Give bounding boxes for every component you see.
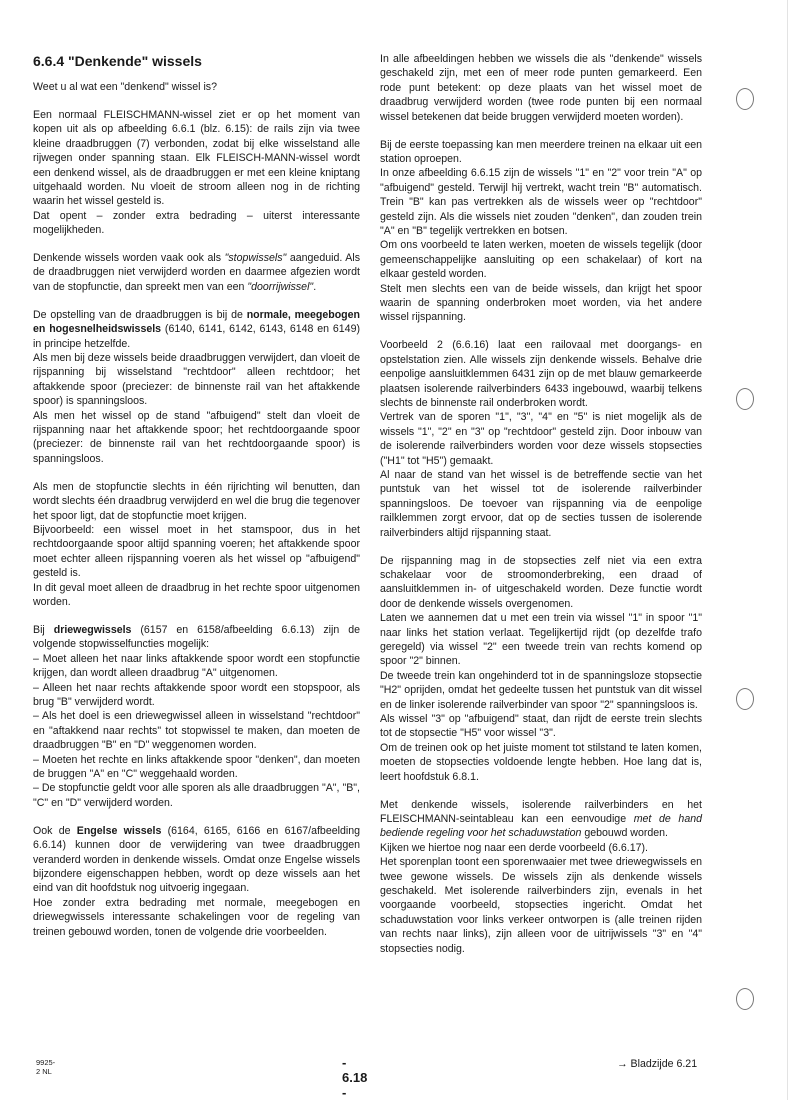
paragraph-text: Kijken we hiertoe nog naar een derde voorbeeld (6.6.17). (380, 841, 648, 854)
paragraph-een-rijrichting (33, 480, 360, 610)
list-item: – Als het doel is een driewegwissel alleen in wisselstand "rechtdoor" en "aftakkend naar rechts" tot stopwissel te maken, dan moeten de draadbruggen "B" en "D" weggenomen worden. (33, 710, 360, 752)
paragraph-text: (6140, 6141, 6142, 6143, 6148 en 6149) in principe hetzelfde. (33, 323, 360, 350)
paragraph-text: Als men de stopfunctie slechts in één rijrichting wil benutten, dan wordt slechts één draadbrug verwijderd en wel die brug die tegenover het spoor ligt, dat de stopfunctie moet krijgen. (33, 480, 360, 522)
paragraph-fleischmann-wissel (33, 108, 360, 238)
emphasis-text: met de hand bediende regeling voor het schaduwstation (380, 812, 702, 840)
page-number: - 6.18 - (342, 1055, 368, 1100)
punch-hole (736, 388, 754, 410)
bold-term: normale, meegebogen en hogesnelheidswissels (33, 308, 360, 336)
paragraph-text: . (313, 280, 317, 293)
paragraph-text: De opstelling van de draadbruggen is bij de (33, 308, 247, 321)
paragraph-voorbeeld-2 (380, 338, 702, 540)
paragraph-normale-wissels (33, 308, 360, 466)
section-heading: 6.6.4 "Denkende" wissels (33, 53, 202, 69)
list-item: – De stopfunctie geldt voor alle sporen als alle draadbruggen "A", "B", "C" en "D" verwijderd worden. (33, 782, 360, 809)
punch-hole (736, 988, 754, 1010)
list-item: – Alleen het naar rechts aftakkende spoor wordt een stopspoor, als brug "B" verwijderd wordt. (33, 681, 360, 708)
paragraph-text: Om de treinen ook op het juiste moment tot stilstand te laten komen, moeten de stopsecties voldoende lengte hebben. Hoe lang dat is, leert hoofdstuk 6.8.1. (380, 741, 702, 783)
intro-question: Weet u al wat een "denkend" wissel is? (33, 81, 217, 93)
emphasis-text: "doorrijwissel" (247, 280, 314, 293)
page-edge (787, 0, 788, 1100)
paragraph-text: Bijvoorbeeld: een wissel moet in het stamspoor, dus in het rechtdoorgaande spoor altijd spanning voeren; het aftakkende spoor moet echter alleen rijspanning voeren als het wissel op "afbuigend" gesteld is. (33, 523, 360, 580)
paragraph-text: Om ons voorbeeld te laten werken, moeten de wissels tegelijk (door gemeenschappelijke aansluiting op een schakelaar) of kort na elkaar gesteld worden. (380, 239, 702, 281)
paragraph-eerste-toepassing (380, 138, 702, 325)
bold-term: Engelse wissels (76, 824, 162, 837)
bold-term: driewegwissels (53, 623, 132, 636)
document-code: 9925-2 NL (36, 1058, 56, 1076)
paragraph-engelse-wissels (33, 824, 360, 939)
list-item: – Moet alleen het naar links aftakkende spoor wordt een stopfunctie krijgen, dan wordt alleen draadbrug "A" uitgenomen. (33, 652, 360, 680)
paragraph-driewegwissels (33, 623, 360, 810)
paragraph-text: Bij (33, 623, 54, 636)
paragraph-text: De rijspanning mag in de stopsecties zelf niet via een extra schakelaar voor de stroomonderbreking, een draad of aansluitklemmen in- of uitgeschakeld worden. Deze functie wordt door de denkende wissels overgenomen. (380, 554, 702, 610)
paragraph-text: Stelt men slechts een van de beide wissels, dan krijgt het spoor waarin de spanning onderbroken moet worden, via het andere wissel rijspanning. (380, 282, 702, 324)
paragraph-text: (6164, 6165, 6166 en 6167/afbeelding 6.6.14) kunnen door de verwijdering van twee draadbruggen veranderd worden in denkende wissels. Omdat onze Engelse wissels bijzondere eigenschappen hebben, wordt op deze wissels aan het eind van dit hoofdstuk nog uitvoerig ingegaan. (33, 824, 360, 895)
paragraph-text: Als wissel "3" op "afbuigend" staat, dan rijdt de eerste trein slechts tot de stopsectie "H5" voor wissel "3". (380, 712, 702, 740)
emphasis-text: "stopwissels" (224, 252, 287, 265)
paragraph-text: Dat opent – zonder extra bedrading – uiterst interessante mogelijkheden. (33, 209, 360, 237)
paragraph-text: Denkende wissels worden vaak ook als (33, 252, 225, 265)
paragraph-text: Ook de (33, 824, 77, 837)
paragraph-text: Bij de eerste toepassing kan men meerdere treinen na elkaar uit een station oproepen. (380, 138, 702, 165)
paragraph-text: aangeduid. Als de draadbruggen niet verwijderd worden en daarmee afgezien wordt van de stopfunctie, dan spreekt men van een (33, 252, 360, 293)
punch-hole (736, 88, 754, 110)
paragraph-text: Laten we aannemen dat u met een trein via wissel "1" in spoor "1" naar links het station verlaat. Tegelijkertijd rijdt (op dezelfde trafo geregeld) via wissel "2" een tweede trein van rechts komend op spoor "2" binnen. (380, 612, 702, 668)
paragraph-text: De tweede trein kan ongehinderd tot in de spanningsloze stopsectie "H2" oprijden, omdat het gedeelte tussen het puntstuk van dit wissel en de linker isolerende railverbinder van spoor "2" spanningsloos is. (380, 669, 702, 711)
paragraph-text: Als men bij deze wissels beide draadbruggen verwijdert, dan vloeit de rijspanning bij wisselstand "rechtdoor" alleen rechtdoor; het aftakkende spoor (preciezer: de binnenste rail van het aftakkende spoor) is spanningsloos. (33, 352, 360, 408)
right-column (380, 52, 702, 969)
paragraph-text: Met denkende wissels, isolerende railverbinders en het FLEISCHMANN-seintableau kan een eenvoudige (380, 798, 702, 825)
paragraph-text: (6157 en 6158/afbeelding 6.6.13) zijn de volgende stopwisselfuncties mogelijk: (33, 623, 361, 651)
list-item: – Moeten het rechte en links aftakkende spoor "denken", dan moeten de bruggen "A" en "C" weggehaald worden. (33, 753, 360, 780)
paragraph-text: Een normaal FLEISCHMANN-wissel ziet er op het moment van kopen uit als op afbeelding 6.6.1 (blz. 6.15): de rails zijn via twee kleine draadbruggen (7) verbonden, zodat bij elke wisselstand alle rijwegen onder spanning staan. Elk FLEISCH-MANN-wissel wordt een denkend wissel, als de draadbruggen er met een kleine kniptang uitgehaald worden. Nu vloeit de stroom alleen nog in de richting waarin het wissel gesteld is. (33, 108, 360, 208)
punch-hole (736, 688, 754, 710)
paragraph-text: In dit geval moet alleen de draadbrug in het rechte spoor uitgenomen worden. (33, 581, 360, 608)
paragraph-stopsecties (380, 554, 702, 785)
paragraph-text: Als men het wissel op de stand "afbuigend" stelt dan vloeit de rijspanning naar het aftakkende spoor; het rechtdoorgaande spoor (preciezer: de binnenste rail van het rechtdoorgaande spoor) is spanningsloos. (33, 409, 360, 465)
paragraph-schaduwstation (380, 798, 702, 956)
paragraph-text: In onze afbeelding 6.6.15 zijn de wissels "1" en "2" voor trein "A" op "afbuigend" gesteld. Terwijl hij vertrekt, wacht trein "B" automatisch. Trein "B" kan pas vertrekken als de wissels weer op "rechtdoor" gesteld zijn. Als die wissels niet zouden "denken", dan zouden trein "A" en "B" tegelijk vertrekken en botsen. (380, 167, 702, 237)
paragraph-text: gebouwd worden. (581, 827, 668, 840)
paragraph-stopwissels (33, 251, 360, 294)
paragraph-text: Het sporenplan toont een sporenwaaier met twee driewegwissels en twee gewone wissels. De wissels zijn als denkende wissels geschakeld. Met isolerende railverbinders zijn, evenals in het voorgaande voorbeeld, stopsecties ingericht. Omdat het schaduwstation voor links verkeer ontworpen is (alle treinen rijden van rechts naar links), zijn alleen voor de uitrijwissels "3" en "4" stopsecties nodig. (380, 856, 702, 955)
left-column (33, 52, 360, 952)
next-page-link[interactable]: → Bladzijde 6.21 (617, 1058, 698, 1070)
paragraph-text: Voorbeeld 2 (6.6.16) laat een railovaal met doorgangs- en opstelstation zien. Alle wissels zijn denkende wissels. Behalve drie eenpolige aansluitklemmen 6431 zijn op de met blauw gemarkeerde plaatsen isolerende railverbinders 6433 ingebouwd, waarbij telkens slechts de binnenste rail onderbroken wordt. (380, 339, 702, 409)
paragraph-text: Al naar de stand van het wissel is de betreffende sectie van het puntstuk van het wissel tot de isolerende railverbinder spanningsloos. De toevoer van rijspanning via de eenpolige railklemmen zorgt ervoor, dat op de secties tussen de isolerende railverbinders altijd rijspanning staat. (380, 468, 702, 539)
paragraph-rode-punten: In alle afbeeldingen hebben we wissels die als "denkende" wissels geschakeld zijn, met een of meer rode punten gemarkeerd. Een rode punt betekent: op deze plaats van het wissel moet de draadbrug verwijderd worden (twee rode punten bij een normaal wissel betekenen dat beide bruggen verwijderd moeten worden). (380, 53, 702, 123)
paragraph-text: Hoe zonder extra bedrading met normale, meegebogen en driewegwissels interessante schakelingen voor de regeling van treinen gebouwd worden, tonen de volgende drie voorbeelden. (33, 896, 360, 938)
paragraph-text: Vertrek van de sporen "1", "3", "4" en "5" is niet mogelijk als de wissels "1", "2" en "3" op "rechtdoor" gesteld zijn. Door inbouw van de isolerende railverbinders worden voor deze wissels stopsecties ("H1" tot "H5") gemaakt. (380, 411, 702, 467)
